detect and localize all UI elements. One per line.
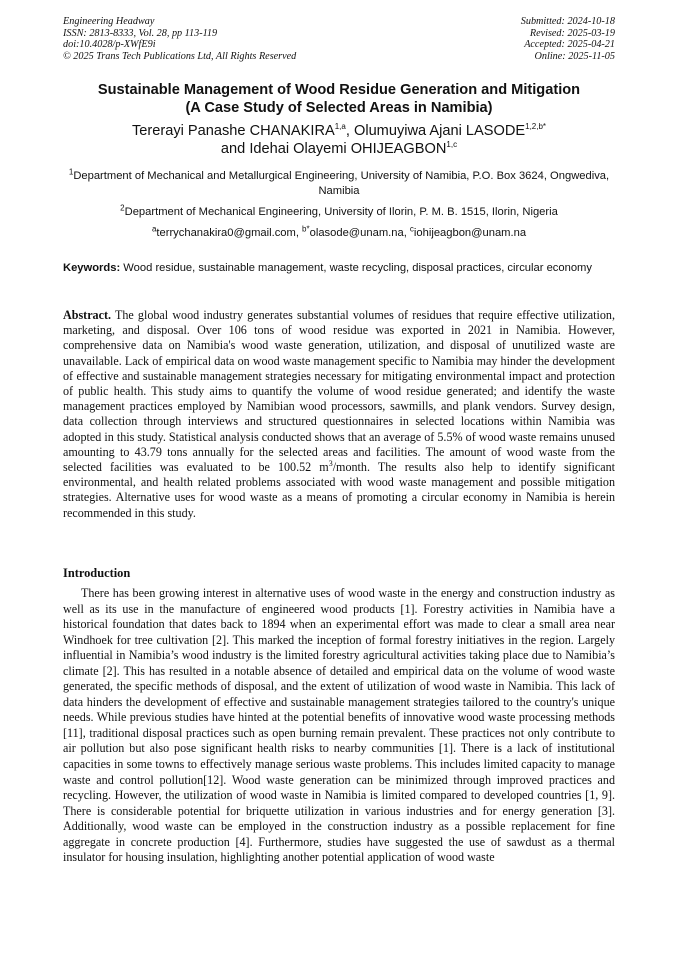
author-affiliation-mark: 1,a [334,122,346,132]
online-date: Online: 2025-11-05 [534,50,615,62]
author-name: Olumuyiwa Ajani LASODE [353,123,526,139]
revised-date: Revised: 2025-03-19 [529,27,615,39]
copyright: © 2025 Trans Tech Publications Ltd, All Rights Reserved [63,50,297,62]
email-link[interactable]: olasode@unam.na, [309,227,410,239]
accepted-date: Accepted: 2025-04-21 [524,39,615,51]
introduction-heading: Introduction [63,566,131,580]
publication-dates [521,16,615,62]
author-list [40,123,638,158]
email-mark: a [151,224,157,234]
doi: doi:10.4028/p-XWfE9i [63,39,156,51]
author-conjunction: and [220,140,250,157]
author-name: Tererayi Panashe CHANAKIRA [131,123,335,139]
title-line-1: Sustainable Management of Wood Residue Generation and Mitigation [97,82,581,98]
abstract [63,308,615,521]
email-mark: c [409,224,414,234]
keywords-text: Wood residue, sustainable management, waste recycling, disposal practices, circular economy [120,262,592,274]
introduction-text: There has been growing interest in alternative uses of wood waste in the energy and construction industry as well as its use in the manufacture of engineered wood products [1]. Forestry activities in Namibia have a historical foundation that dates back to 1894 when an experimental effort was made to clear a small area near Windhoek for tree cultivation [2]. This marked the inception of formal forestry initiatives in the region. Largely influential in Namibia’s wood industry is the limited forestry agricultural activities taking place due to Namibia’s climate [2]. This has resulted in a notable absence of detailed and empirical data on the volume of wood waste generated, the specific methods of disposal, and the extent of utilization of wood waste in Namibia. This lack of data hinders the development of effective and sustainable management strategies tailored to the country's unique needs. While previous studies have hinted at the potential benefits of innovative wood waste processing methods [11], traditional disposal practices such as open burning remain prevalent. These practices not only contribute to air pollution but also pose significant health risks to nearby communities [1]. There is a lack of institutional capacities in some towns to effectively manage serious waste problems. This includes limited capacity to manage waste and control pollution[12]. Wood waste generation can be minimized through improved practices and recycling. However, the utilization of wood waste in Namibia is limited compared to developed countries [1, 9]. There is considerable potential for briquette utilization in various industries and for energy generation [3]. Additionally, wood waste can be employed in the construction industry as a possible replacement for fine aggregate in concrete production [4]. Furthermore, studies have suggested the use of sawdust as a thermal insulator for housing insulation, highlighting another potential application of wood waste [63,586,615,865]
author-affiliation-mark: 1,2,b* [525,122,547,132]
abstract-text: The global wood industry generates substantial volumes of residues that require effective utilization, marketing, and disposal. Over 106 tons of wood residue was exported in 2021 in Namibia. However, comprehensive data on Namibia's wood waste generation, utilization, and disposal of unutilized waste are unavailable. Lack of empirical data on wood waste management specific to Namibia may hinder the development of effective and sustainable management strategies necessary for mitigating environmental impact and protection of public health. This study aims to quantify the volume of wood residue generated; and identify the waste management practices employed by Namibian wood processors, sawmills, and plank vendors. Survey design, data collection through interviews and structured questionnaires in selected locations within Namibia was adopted in this study. Statistical analysis conducted shows that an average of 5.5% of wood waste remains unused amounting to 43.79 tons annually for the selected areas and facilities. The amount of wood waste from the selected facilities was evaluated to be 100.52 m [63,308,615,475]
paper-title [40,82,638,117]
journal-info [63,16,296,62]
title-line-2: (A Case Study of Selected Areas in Namibia) [185,99,493,116]
issn-line: ISSN: 2813-8333, Vol. 28, pp 113-119 [63,27,218,39]
abstract-text-continued: /month. The results also help to identify significant environmental, and health related problems associated with wood waste management and possible mitigation strategies. Alternative uses for wood waste as a means of promoting a circular economy in Namibia is herein recommended in this study. [63,460,615,520]
affiliation-1 [58,169,620,198]
keywords-label: Keywords: [63,262,121,274]
affiliation-text: Department of Mechanical and Metallurgical Engineering, University of Namibia, P.O. Box 3624, Ongwediva, Namibia [73,170,610,197]
affiliation-mark: 2 [120,203,125,213]
email-link[interactable]: terrychanakira0@gmail.com, [156,227,303,239]
affiliation-2 [58,205,620,220]
affiliation-text: Department of Mechanical Engineering, University of Ilorin, P. M. B. 1515, Ilorin, Nigeria [124,206,558,218]
author-emails [58,226,620,241]
author-affiliation-mark: 1,c [446,139,458,149]
abstract-label: Abstract. [63,308,112,322]
keywords [63,261,615,275]
affiliation-mark: 1 [68,167,74,177]
journal-name: Engineering Headway [63,16,155,27]
email-mark: b* [302,224,310,234]
submitted-date: Submitted: 2024-10-18 [520,16,615,27]
email-link[interactable]: iohijeagbon@unam.na [413,227,527,239]
author-separator: , [345,123,354,139]
author-name: Idehai Olayemi OHIJEAGBON [249,140,447,157]
abstract-superscript: 3 [328,459,333,468]
